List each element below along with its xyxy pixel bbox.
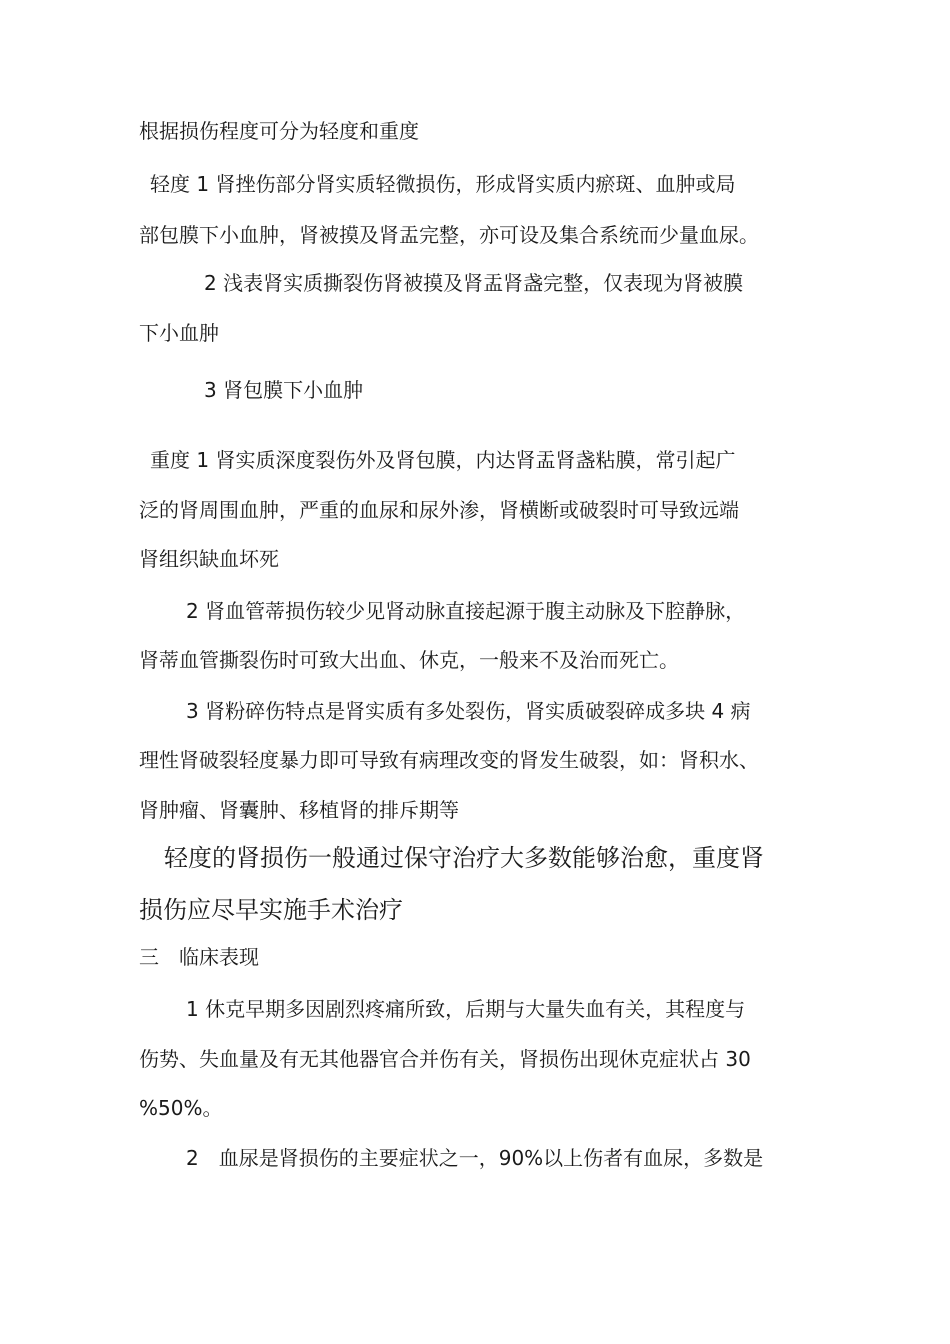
text-line: 2 浅表肾实质撕裂伤肾被摸及肾盂肾盏完整，仅表现为肾被膜 — [204, 271, 744, 295]
text-line: 部包膜下小血肿，肾被摸及肾盂完整，亦可设及集合系统而少量血尿。 — [139, 223, 759, 247]
text-line: 轻度的肾损伤一般通过保守治疗大多数能够治愈，重度肾 — [164, 844, 764, 872]
text-line: %50%。 — [139, 1096, 223, 1120]
text-line: 损伤应尽早实施手术治疗 — [139, 896, 403, 924]
text-line: 重度 1 肾实质深度裂伤外及肾包膜，内达肾盂肾盏粘膜，常引起广 — [150, 448, 736, 472]
text-line: 2 肾血管蒂损伤较少见肾动脉直接起源于腹主动脉及下腔静脉， — [186, 599, 746, 623]
text-line: 1 休克早期多因剧烈疼痛所致，后期与大量失血有关，其程度与 — [186, 997, 746, 1021]
text-line: 3 肾包膜下小血肿 — [204, 378, 364, 402]
text-line: 3 肾粉碎伤特点是肾实质有多处裂伤，肾实质破裂碎成多块 4 病 — [186, 699, 751, 723]
text-line: 理性肾破裂轻度暴力即可导致有病理改变的肾发生破裂，如：肾积水、 — [139, 748, 759, 772]
text-line: 伤势、失血量及有无其他器官合并伤有关，肾损伤出现休克症状占 30 — [139, 1047, 751, 1071]
text-line: 根据损伤程度可分为轻度和重度 — [139, 119, 419, 143]
text-line: 肾组织缺血坏死 — [139, 547, 279, 571]
text-line: 泛的肾周围血肿，严重的血尿和尿外渗，肾横断或破裂时可导致远端 — [139, 498, 739, 522]
text-line: 肾蒂血管撕裂伤时可致大出血、休克，一般来不及治而死亡。 — [139, 648, 679, 672]
text-line: 下小血肿 — [139, 321, 219, 345]
text-line: 轻度 1 肾挫伤部分肾实质轻微损伤，形成肾实质内瘀斑、血肿或局 — [150, 172, 736, 196]
section-heading: 三 临床表现 — [139, 945, 259, 969]
text-line: 肾肿瘤、肾囊肿、移植肾的排斥期等 — [139, 798, 459, 822]
text-line: 2 血尿是肾损伤的主要症状之一，90%以上伤者有血尿，多数是 — [186, 1146, 764, 1170]
